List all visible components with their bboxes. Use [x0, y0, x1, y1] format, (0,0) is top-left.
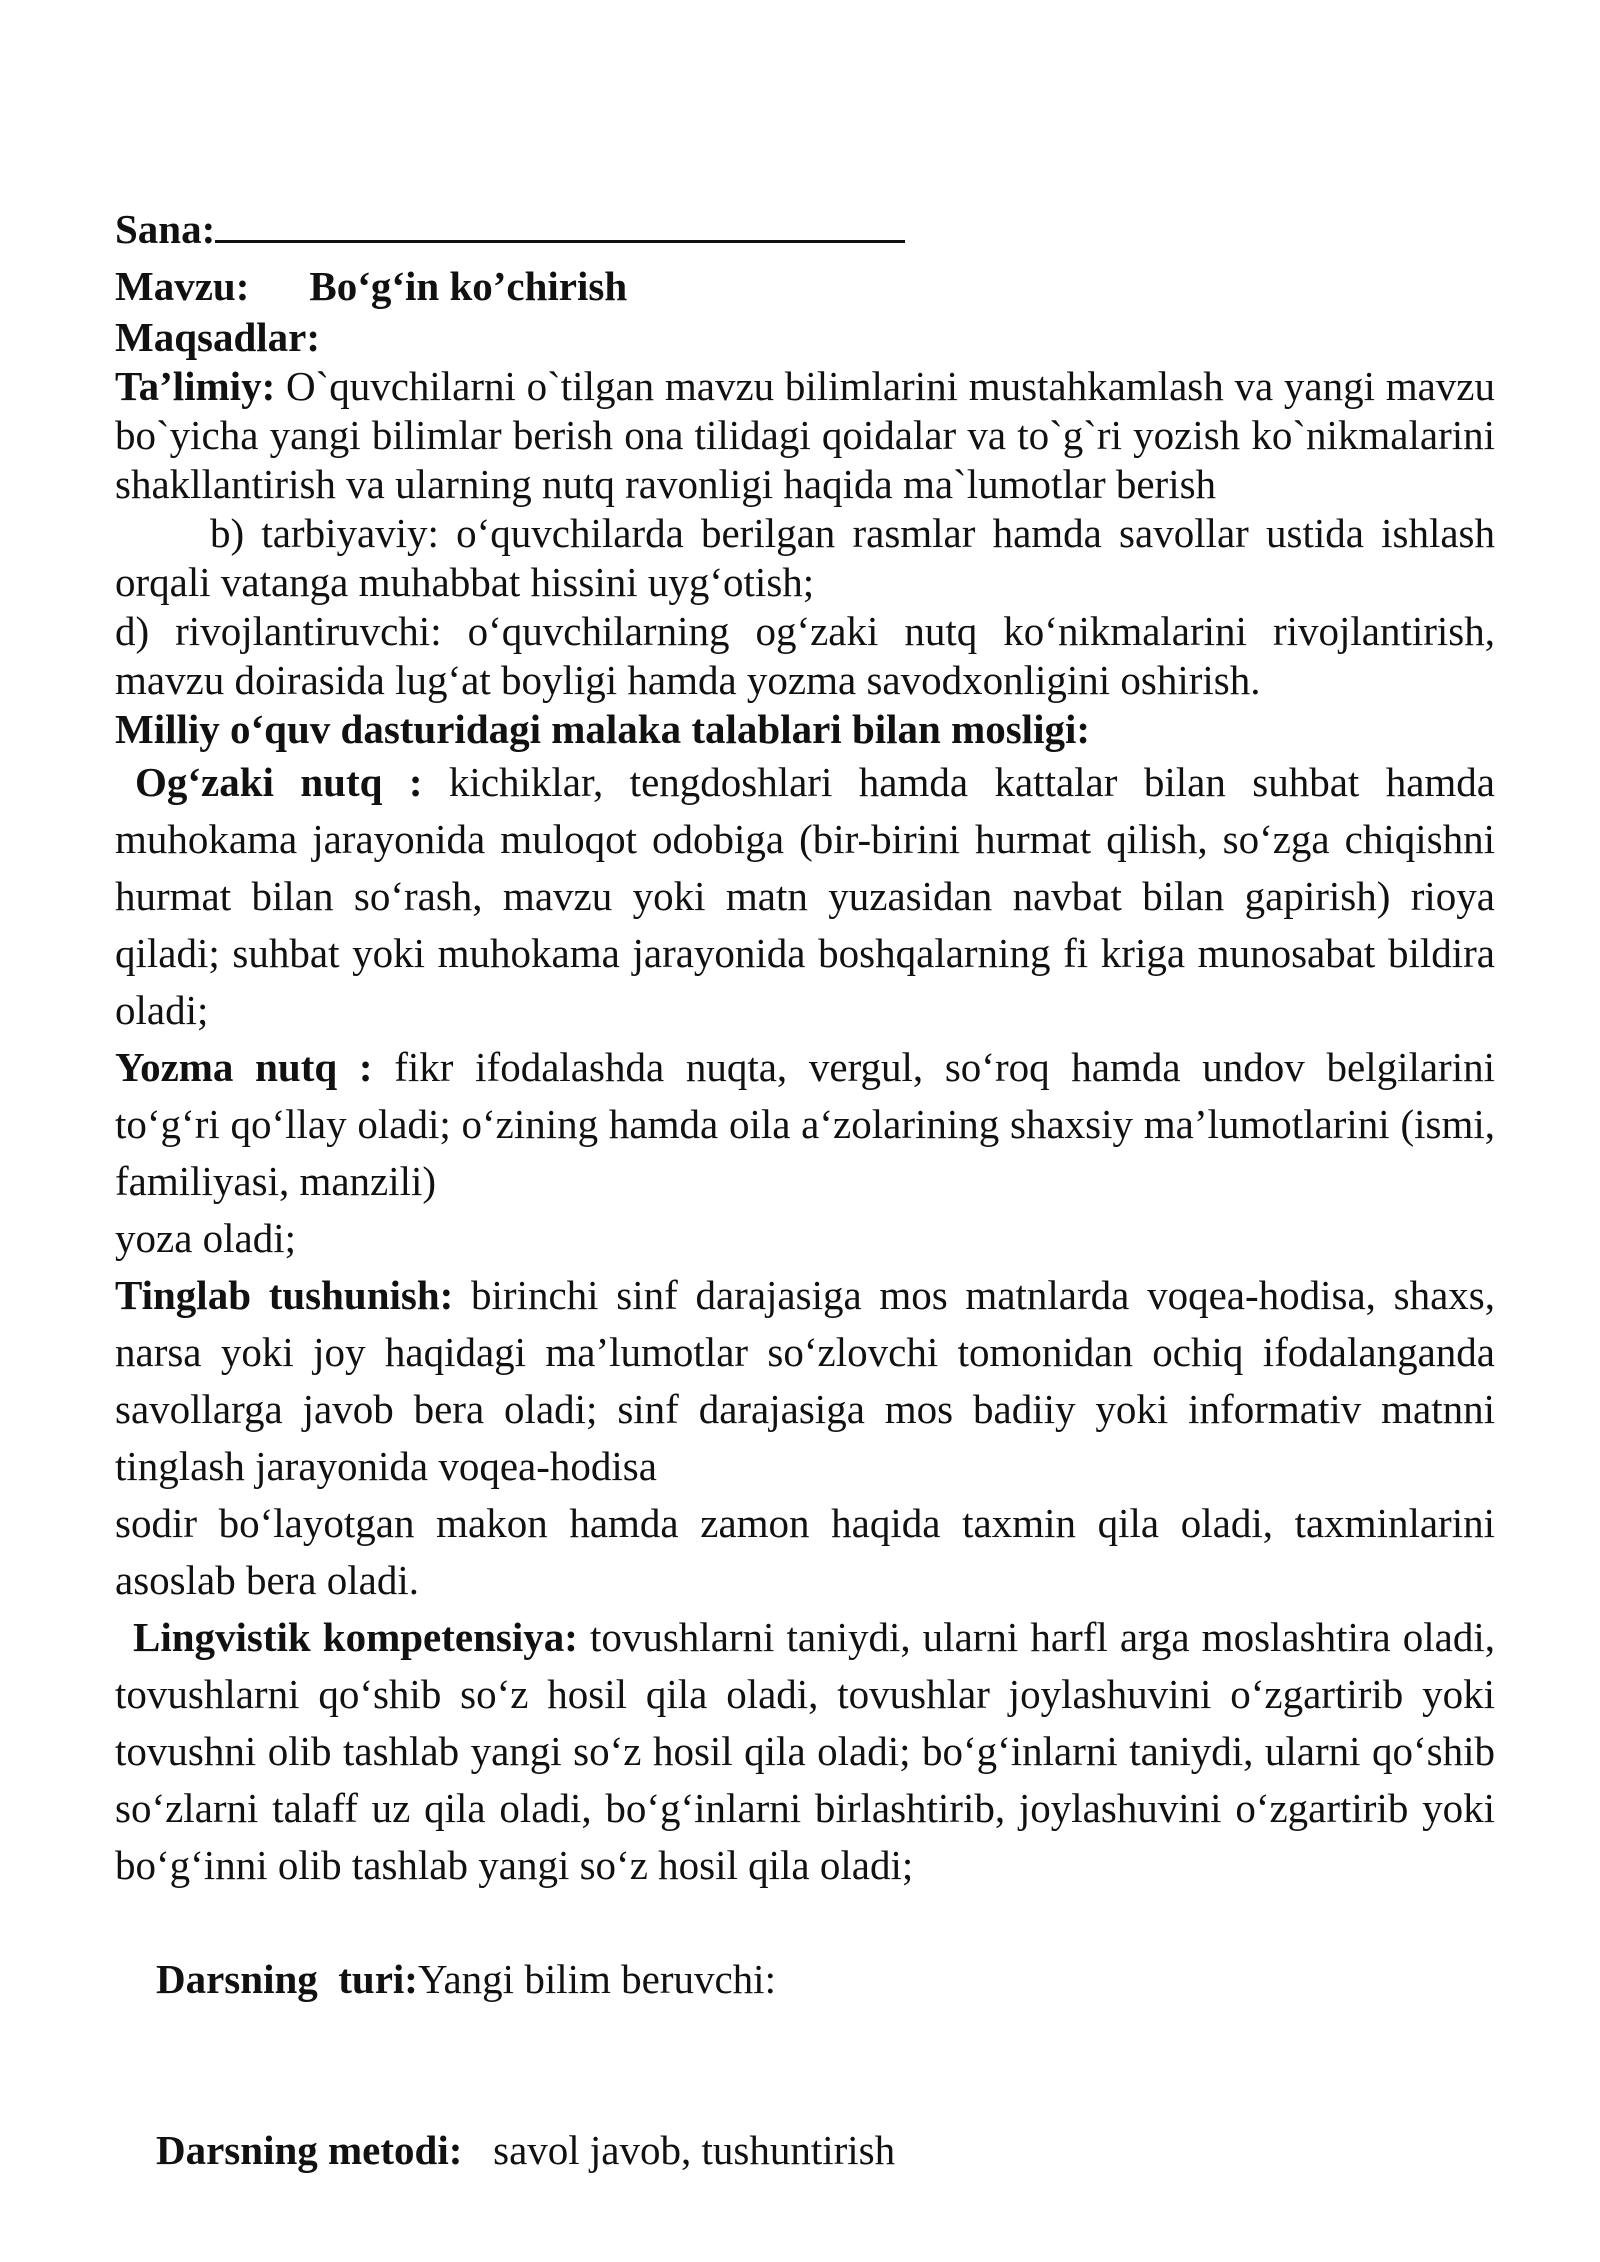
- lingvistik-paragraph: [115, 1609, 1495, 1894]
- rivojlantiruvchi-paragraph: d) rivojlantiruvchi: o‘quvchilarning og‘zaki nutq ko‘nikmalarini rivojlantirish, mavzu doirasida lug‘at boyligi hamda yozma savodxonligini oshirish.: [115, 608, 1495, 703]
- yozma-continuation: yoza oladi;: [115, 1215, 297, 1261]
- darsning-metodi-label: Darsning metodi:: [156, 2127, 463, 2173]
- lesson-plan-page: [115, 205, 1495, 2236]
- mavzu-label: Mavzu:: [115, 263, 250, 309]
- ogzaki-paragraph: [115, 754, 1495, 1039]
- maqsadlar-heading: Maqsadlar:: [115, 314, 320, 360]
- darsning-turi-value: Yangi bilim beruvchi:: [417, 1956, 776, 2002]
- mavzu-row: [115, 262, 1495, 311]
- milliy-heading: Milliy o‘quv dasturidagi malaka talablari bilan mosligi:: [115, 706, 1091, 752]
- darsning-turi-row: [115, 1894, 1495, 2065]
- yozma-text: fikr ifodalashda nuqta, vergul, so‘roq hamda undov belgilarini to‘g‘ri qo‘llay oladi; o‘zining hamda oila a‘zolarining shaxsiy ma’lumotlarini (ismi, familiyasi, manzili): [115, 1044, 1495, 1204]
- sana-blank-line: [215, 206, 905, 243]
- ogzaki-label: Og‘zaki nutq :: [135, 759, 423, 805]
- tinglab-continuation: sodir bo‘layotgan makon hamda zamon haqida taxmin qila oladi, taxminlarini asoslab bera oladi.: [115, 1500, 1495, 1603]
- ogzaki-text: kichiklar, tengdoshlari hamda kattalar bilan suhbat hamda muhokama jarayonida muloqot odobiga (bir-birini hurmat qilish, so‘zga chiqishni hurmat bilan so‘rash, mavzu yoki matn yuzasidan navbat bilan gapirish) rioya qiladi; suhbat yoki muhokama jarayonida boshqalarning fi kriga munosabat bildira oladi;: [115, 759, 1495, 1033]
- tinglab-label: Tinglab tushunish:: [115, 1272, 454, 1318]
- lingvistik-label: Lingvistik kompetensiya:: [133, 1614, 578, 1660]
- darsning-metodi-row: [115, 2065, 1495, 2236]
- yozma-label: Yozma nutq :: [115, 1044, 373, 1090]
- yozma-paragraph: [115, 1039, 1495, 1210]
- sana-row: [115, 205, 1495, 254]
- mavzu-value: Bo‘g‘in ko’chirish: [309, 263, 628, 309]
- tinglab-paragraph: [115, 1267, 1495, 1495]
- tinglab-text: birinchi sinf darajasiga mos matnlarda voqea-hodisa, shaxs, narsa yoki joy haqidagi ma’lumotlar so‘zlovchi tomonidan ochiq ifodalanganda savollarga javob bera oladi; sinf darajasiga mos badiiy yoki informativ matnni tinglash jarayonida voqea-hodisa: [115, 1272, 1495, 1489]
- talimiy-text: O`quvchilarni o`tilgan mavzu bilimlarini mustahkamlash va yangi mavzu bo`yicha yangi bilimlar berish ona tilidagi qoidalar va to`g`ri yozish ko`nikmalarini shakllantirish va ularning nutq ravonligi haqida ma`lumotlar berish: [115, 363, 1495, 507]
- talimiy-label: Ta’limiy:: [115, 363, 276, 409]
- darsning-turi-label: Darsning turi:: [156, 1956, 418, 2002]
- lingvistik-text: tovushlarni taniydi, ularni harfl arga moslashtira oladi, tovushlarni qo‘shib so‘z hosil qila oladi, tovushlar joylashuvini o‘zgartirib yoki tovushni olib tashlab yangi so‘z hosil qila oladi; bo‘g‘inlarni taniydi, ularni qo‘shib so‘zlarni talaff uz qila oladi, bo‘g‘inlarni birlashtirib, joylashuvini o‘zgartirib yoki bo‘g‘inni olib tashlab yangi so‘z hosil qila oladi;: [115, 1614, 1495, 1888]
- sana-label: Sana:: [115, 206, 216, 252]
- tarbiyaviy-paragraph: b) tarbiyaviy: o‘quvchilarda berilgan rasmlar hamda savollar ustida ishlash orqali vatanga muhabbat hissini uyg‘otish;: [115, 510, 1495, 605]
- talimiy-paragraph: [115, 362, 1495, 509]
- darsning-metodi-value: savol javob, tushuntirish: [462, 2127, 896, 2173]
